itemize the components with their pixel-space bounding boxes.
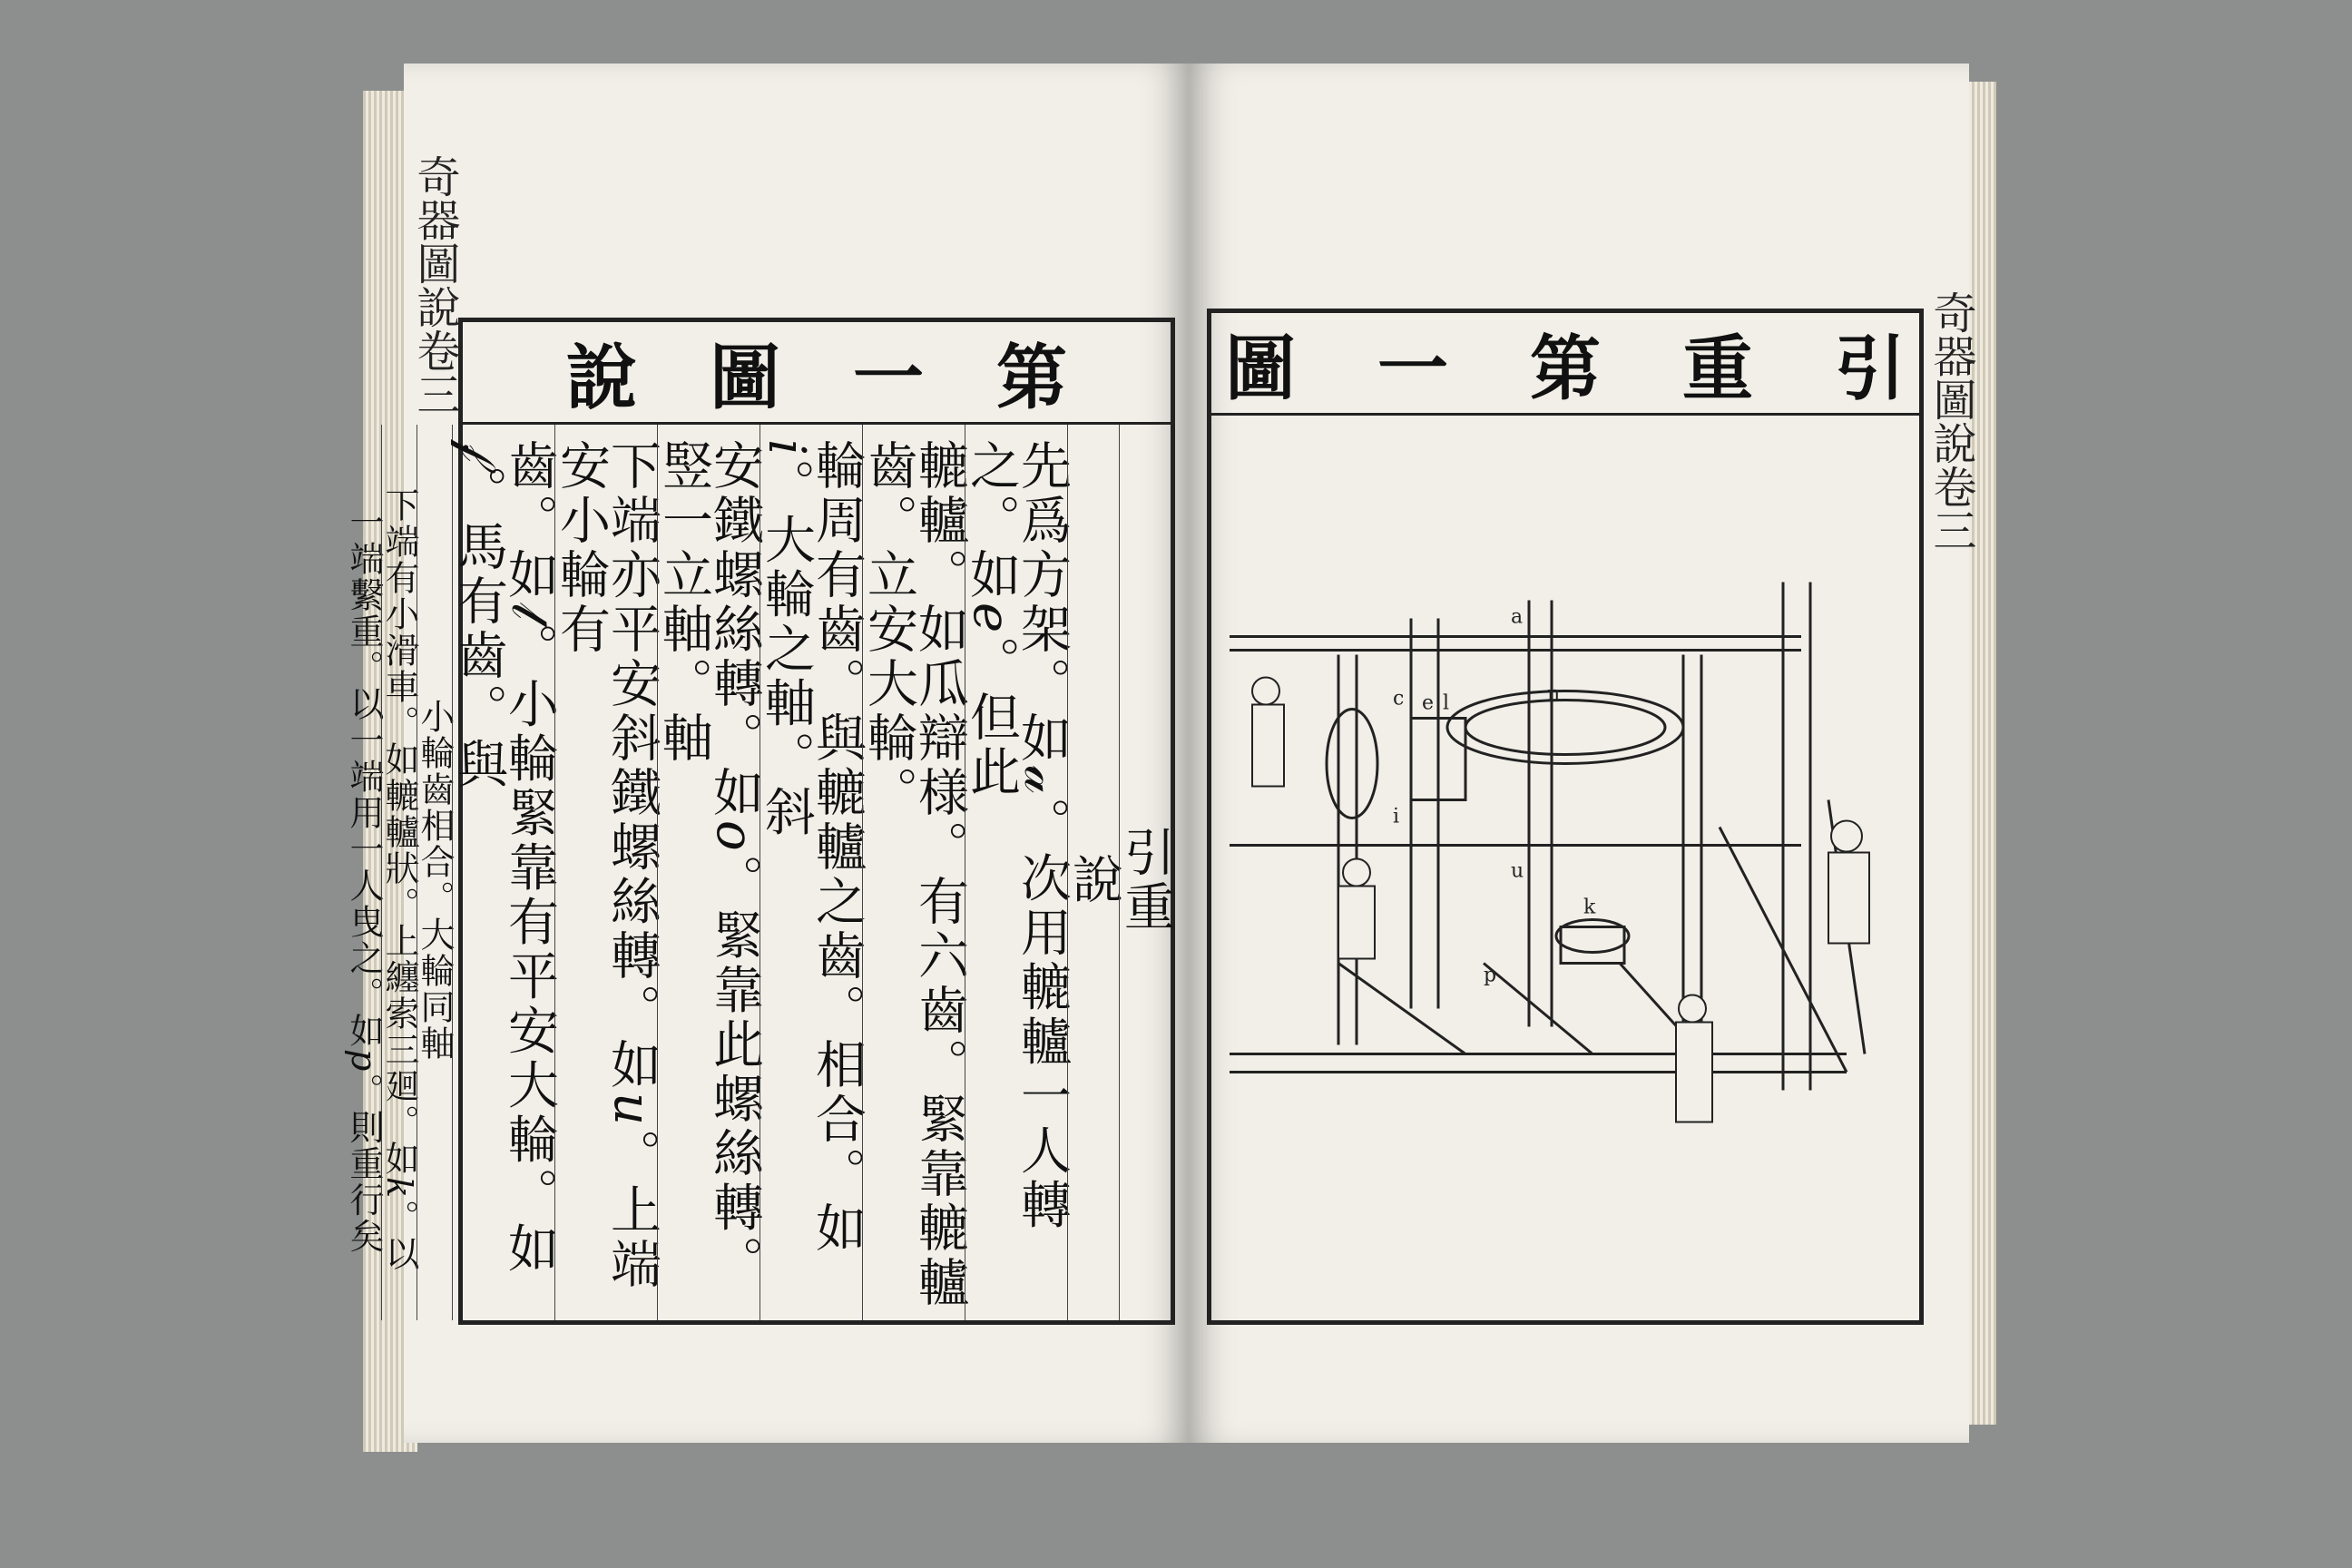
title-char: 一: [853, 337, 925, 419]
figure-label: n: [1547, 682, 1561, 706]
text-column: 先爲方架。如𝒶。次用轆轤一人轉之。如𝑒。但此: [965, 425, 1067, 1320]
title-char: 圖: [709, 337, 780, 419]
text-column: 轆轤。如瓜辯様。有六齒。緊靠轆轤齒。立安大輪。: [862, 425, 965, 1320]
figure-label: p: [1484, 964, 1497, 987]
text-column-small: 一端繫重。以一端用一人曳之。如𝑝。則重行矣: [344, 505, 384, 1255]
figure-label: k: [1583, 896, 1596, 919]
right-margin-note: 奇器圖說卷三: [1926, 290, 1976, 552]
right-illustration-frame: [1207, 309, 1924, 1325]
title-char: 第: [996, 337, 1068, 419]
machine-illustration: [1211, 416, 1919, 1320]
open-book: [344, 54, 1996, 1470]
left-text-frame: [344, 318, 1175, 1325]
right-page-title: [1211, 313, 1919, 416]
heading-column: 引重: [1119, 425, 1171, 1320]
left-margin-note: 奇器圖說卷三: [409, 154, 460, 416]
woodcut-lifting-machine: [1211, 416, 1919, 1320]
figure-label: a: [1511, 605, 1524, 629]
title-char: 引: [1835, 328, 1906, 410]
title-char: 圖: [1224, 328, 1296, 410]
left-page-title: [463, 322, 1171, 425]
title-char: 說: [565, 337, 637, 419]
right-page: [1189, 64, 1976, 1443]
title-char: 一: [1377, 328, 1448, 410]
figure-label: u: [1511, 859, 1524, 883]
gear-wheels: [1327, 691, 1683, 964]
text-column: 安鐵螺絲轉。如𝑜。緊靠此螺絲轉。竪一立軸。軸: [657, 425, 760, 1320]
left-page: [344, 64, 1189, 1443]
text-column: 輪周有齒。與轆轤之齒。相合。如𝑖。大輪之軸。斜: [760, 425, 862, 1320]
text-column-small: 下端有小滑車。如轆轤狀。上纏索三廻。如𝑘。以: [381, 425, 416, 1320]
subheading-column: 說: [1067, 425, 1119, 1320]
title-char: 重: [1682, 328, 1754, 410]
text-column-small: 小輪齒相合。大輪同軸: [416, 425, 452, 1320]
title-char: 第: [1529, 328, 1601, 410]
text-column: 下端亦平安斜鐵螺絲轉。如𝑢。上端安小輪有: [554, 425, 657, 1320]
page-edges-right: [1969, 82, 1996, 1425]
text-columns: [344, 425, 1175, 1320]
figure-label: e: [1422, 691, 1435, 715]
text-column: 齒。如𝓁。小輪緊靠有平安大輪。如𝒻。馬有齒。與: [452, 425, 554, 1320]
figure-label: i: [1393, 805, 1400, 828]
figure-label: c: [1393, 687, 1405, 710]
figure-label: l: [1443, 691, 1450, 715]
